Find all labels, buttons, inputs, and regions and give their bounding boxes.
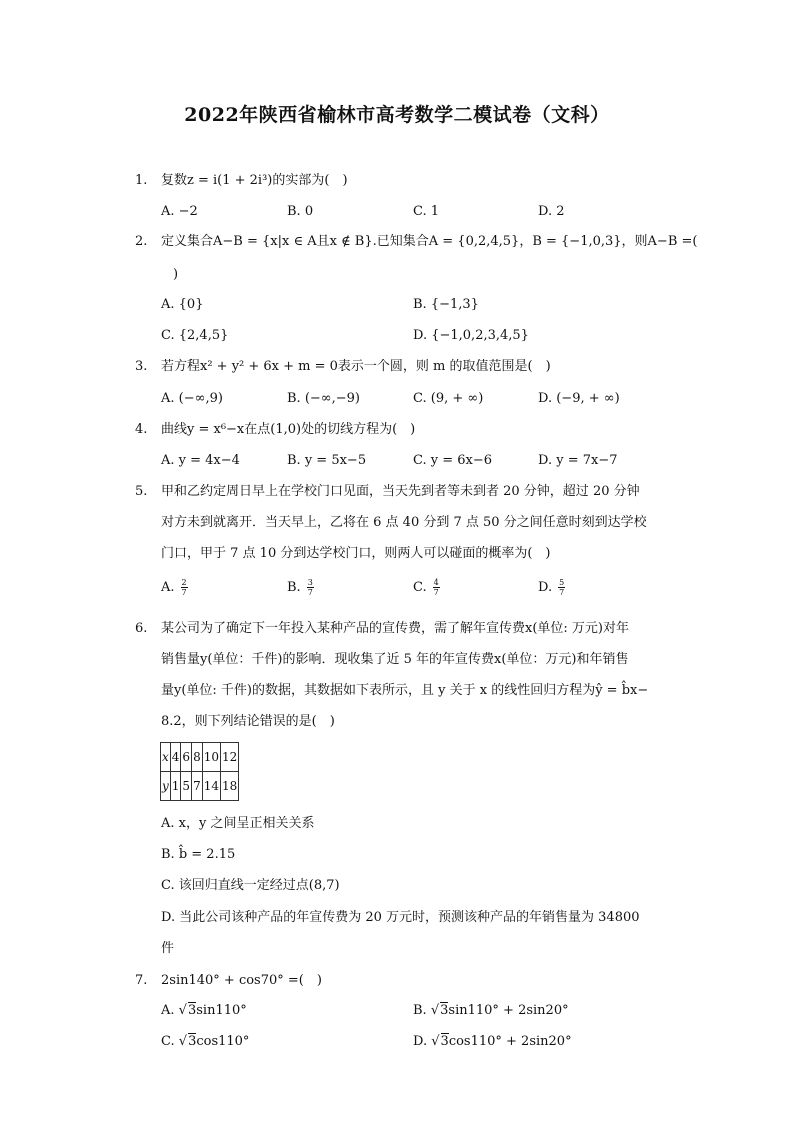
option-b: B. {−1,3} <box>413 297 479 312</box>
option-d: D. (−9, + ∞) <box>538 391 620 406</box>
option-a: A. (−∞,9) <box>161 391 223 406</box>
denominator: 7 <box>181 588 187 597</box>
denominator: 7 <box>307 588 313 597</box>
option-d: D. 当此公司该种产品的年宣传费为 20 万元时，预测该种产品的年销售量为 34800 <box>161 910 640 925</box>
table-cell: y <box>161 772 171 801</box>
table-cell: 5 <box>181 772 192 801</box>
numerator: 4 <box>433 578 439 587</box>
data-table <box>160 742 239 801</box>
denominator: 7 <box>433 588 439 597</box>
option-a <box>161 1002 247 1020</box>
option-d: D. 2 <box>538 204 565 219</box>
option-b: B. b̂ = 2.15 <box>161 847 236 862</box>
option-a <box>161 578 188 597</box>
question-number: 5. <box>135 484 148 499</box>
table-cell: 18 <box>220 772 238 801</box>
table-cell: 8 <box>192 743 203 772</box>
option-a: A. x，y 之间呈正相关关系 <box>161 816 315 831</box>
question-number: 1. <box>135 173 148 188</box>
option-c: C. {2,4,5} <box>161 328 229 343</box>
question-stem-line-3: 门口，甲于 7 点 10 分到达学校门口，则两人可以碰面的概率为( ) <box>161 546 551 561</box>
question-number: 4. <box>135 422 148 437</box>
option-c: C. y = 6x−6 <box>413 453 493 468</box>
option-d: D. {−1,0,2,3,4,5} <box>413 328 529 343</box>
question-number: 7. <box>135 973 148 988</box>
option-label: D. <box>413 1034 428 1049</box>
option-b: B. (−∞,−9) <box>287 391 360 406</box>
option-label: B. <box>287 580 301 595</box>
fraction <box>307 578 314 597</box>
question-stem: 2sin140° + cos70° =( ) <box>161 973 322 988</box>
question-stem-line-1: 某公司为了确定下一年投入某种产品的宣传费，需了解年宣传费x(单位: 万元)对年 <box>161 621 629 636</box>
table-row <box>161 772 239 801</box>
option-c: C. (9, + ∞) <box>413 391 484 406</box>
table-cell: x <box>161 743 171 772</box>
table-cell: 10 <box>202 743 220 772</box>
option-b: B. 0 <box>287 204 314 219</box>
radicand: 3 <box>440 1034 449 1049</box>
fraction <box>433 578 440 597</box>
option-c <box>413 578 440 597</box>
option-d <box>413 1033 572 1051</box>
radicand: 3 <box>187 1003 197 1018</box>
radicand: 3 <box>188 1034 197 1049</box>
sqrt-sign: √ <box>178 1034 188 1049</box>
option-a: A. −2 <box>161 204 198 219</box>
table-cell: 14 <box>202 772 220 801</box>
table-cell: 6 <box>181 743 192 772</box>
question-stem: 定义集合A−B = {x|x ∈ A且x ∉ B}.已知集合A = {0,2,4,5}，B = {−1,0,3}，则A−B =( <box>161 234 698 249</box>
option-a: A. y = 4x−4 <box>161 453 240 468</box>
option-label: D. <box>538 580 553 595</box>
table-row <box>161 743 239 772</box>
option-label: A. <box>161 580 175 595</box>
radicand: 3 <box>440 1003 449 1018</box>
sqrt-sign: √ <box>178 1003 187 1018</box>
option-expression: cos110° + 2sin20° <box>448 1034 572 1049</box>
table-cell: 4 <box>170 743 181 772</box>
option-expression: sin110° <box>196 1003 247 1018</box>
table-cell: 12 <box>220 743 238 772</box>
denominator: 7 <box>559 588 565 597</box>
page-title: 2022年陕西省榆林市高考数学二模试卷（文科） <box>184 104 610 126</box>
option-b <box>413 1002 569 1020</box>
option-d: D. y = 7x−7 <box>538 453 618 468</box>
option-label: B. <box>413 1003 427 1018</box>
option-label: C. <box>161 1034 175 1049</box>
option-c <box>161 1033 249 1051</box>
option-c: C. 该回归直线一定经过点(8,7) <box>161 878 340 893</box>
option-b <box>287 578 314 597</box>
option-c: C. 1 <box>413 204 440 219</box>
question-number: 6. <box>135 621 148 636</box>
question-number: 2. <box>135 234 148 249</box>
numerator: 2 <box>181 578 187 587</box>
fraction <box>181 578 188 597</box>
question-stem-line-2: 销售量y(单位：千件)的影响．现收集了近 5 年的年宣传费x(单位：万元)和年销售 <box>161 652 629 667</box>
option-a: A. {0} <box>161 297 204 312</box>
table-cell: 1 <box>170 772 181 801</box>
sqrt-sign: √ <box>431 1034 440 1049</box>
numerator: 3 <box>307 578 313 587</box>
sqrt-sign: √ <box>430 1003 440 1018</box>
question-stem-line-1: 甲和乙约定周日早上在学校门口见面，当天先到者等未到者 20 分钟，超过 20 分钟 <box>161 484 640 499</box>
option-expression: cos110° <box>196 1034 250 1049</box>
option-b: B. y = 5x−5 <box>287 453 367 468</box>
question-stem-line-4: 8.2，则下列结论错误的是( ) <box>161 714 335 729</box>
question-stem-line-3: 量y(单位: 千件)的数据，其数据如下表所示，且 y 关于 x 的线性回归方程为ŷ = b̂x− <box>161 683 649 698</box>
table-cell: 7 <box>192 772 203 801</box>
question-stem: 复数z = i(1 + 2i³)的实部为( ) <box>161 173 348 188</box>
question-stem-line-2: 对方未到就离开．当天早上，乙将在 6 点 40 分到 7 点 50 分之间任意时刻到达学校 <box>161 515 647 530</box>
fraction <box>558 578 565 597</box>
option-d <box>538 578 565 597</box>
numerator: 5 <box>559 578 565 587</box>
question-stem-continued: ) <box>173 267 179 282</box>
option-d-continued: 件 <box>161 941 175 956</box>
question-stem: 若方程x² + y² + 6x + m = 0表示一个圆，则 m 的取值范围是( ) <box>161 359 551 374</box>
option-label: A. <box>161 1003 175 1018</box>
question-stem: 曲线y = x⁶−x在点(1,0)处的切线方程为( ) <box>161 422 416 437</box>
question-number: 3. <box>135 359 148 374</box>
option-expression: sin110° + 2sin20° <box>448 1003 569 1018</box>
option-label: C. <box>413 580 427 595</box>
